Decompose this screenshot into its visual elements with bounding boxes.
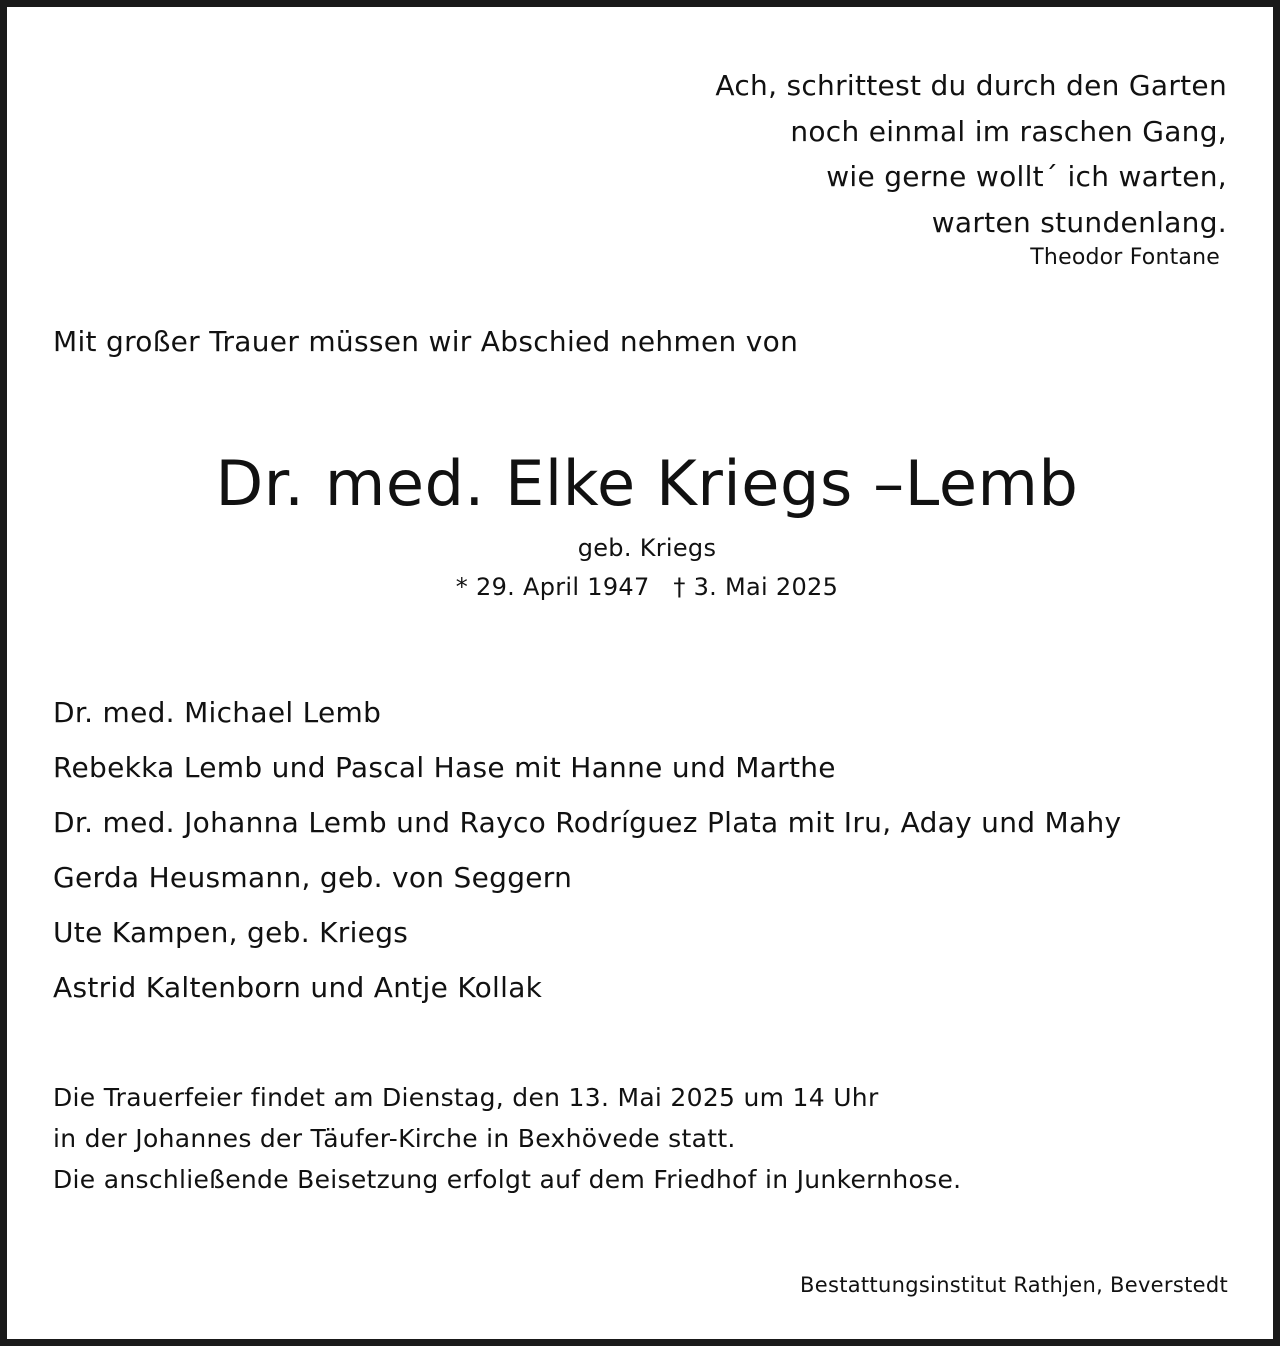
- service-line: Die anschließende Beisetzung erfolgt auf dem Friedhof in Junkernhose.: [53, 1165, 962, 1194]
- mourners-list: [53, 693, 1121, 1023]
- service-details: [53, 1077, 961, 1200]
- poem-quote: [715, 63, 1227, 245]
- deceased-name: Dr. med. Elke Kriegs –Lemb: [215, 447, 1079, 520]
- service-line: in der Johannes der Täufer-Kirche in Bexhövede statt.: [53, 1124, 736, 1153]
- poem-author: Theodor Fontane: [1030, 245, 1220, 270]
- mourner-entry: Dr. med. Johanna Lemb und Rayco Rodríguez Plata mit Iru, Aday und Mahy: [53, 806, 1122, 839]
- life-dates: * 29. April 1947 † 3. Mai 2025: [455, 573, 839, 601]
- poem-line: wie gerne wollt´ ich warten,: [826, 160, 1227, 193]
- mourner-entry: Rebekka Lemb und Pascal Hase mit Hanne und Marthe: [53, 751, 836, 784]
- service-line: Die Trauerfeier findet am Dienstag, den 13. Mai 2025 um 14 Uhr: [53, 1083, 879, 1112]
- mourner-entry: Gerda Heusmann, geb. von Seggern: [53, 861, 573, 894]
- mourner-entry: Ute Kampen, geb. Kriegs: [53, 916, 409, 949]
- mourner-entry: Dr. med. Michael Lemb: [53, 696, 382, 729]
- funeral-home: Bestattungsinstitut Rathjen, Beverstedt: [800, 1273, 1228, 1297]
- mourner-entry: Astrid Kaltenborn und Antje Kollak: [53, 971, 543, 1004]
- poem-line: noch einmal im raschen Gang,: [790, 114, 1227, 148]
- poem-line: warten stundenlang.: [931, 205, 1227, 239]
- intro-text: Mit großer Trauer müssen wir Abschied nehmen von: [53, 325, 799, 358]
- maiden-name: geb. Kriegs: [577, 534, 717, 562]
- poem-line: Ach, schrittest du durch den Garten: [715, 69, 1227, 102]
